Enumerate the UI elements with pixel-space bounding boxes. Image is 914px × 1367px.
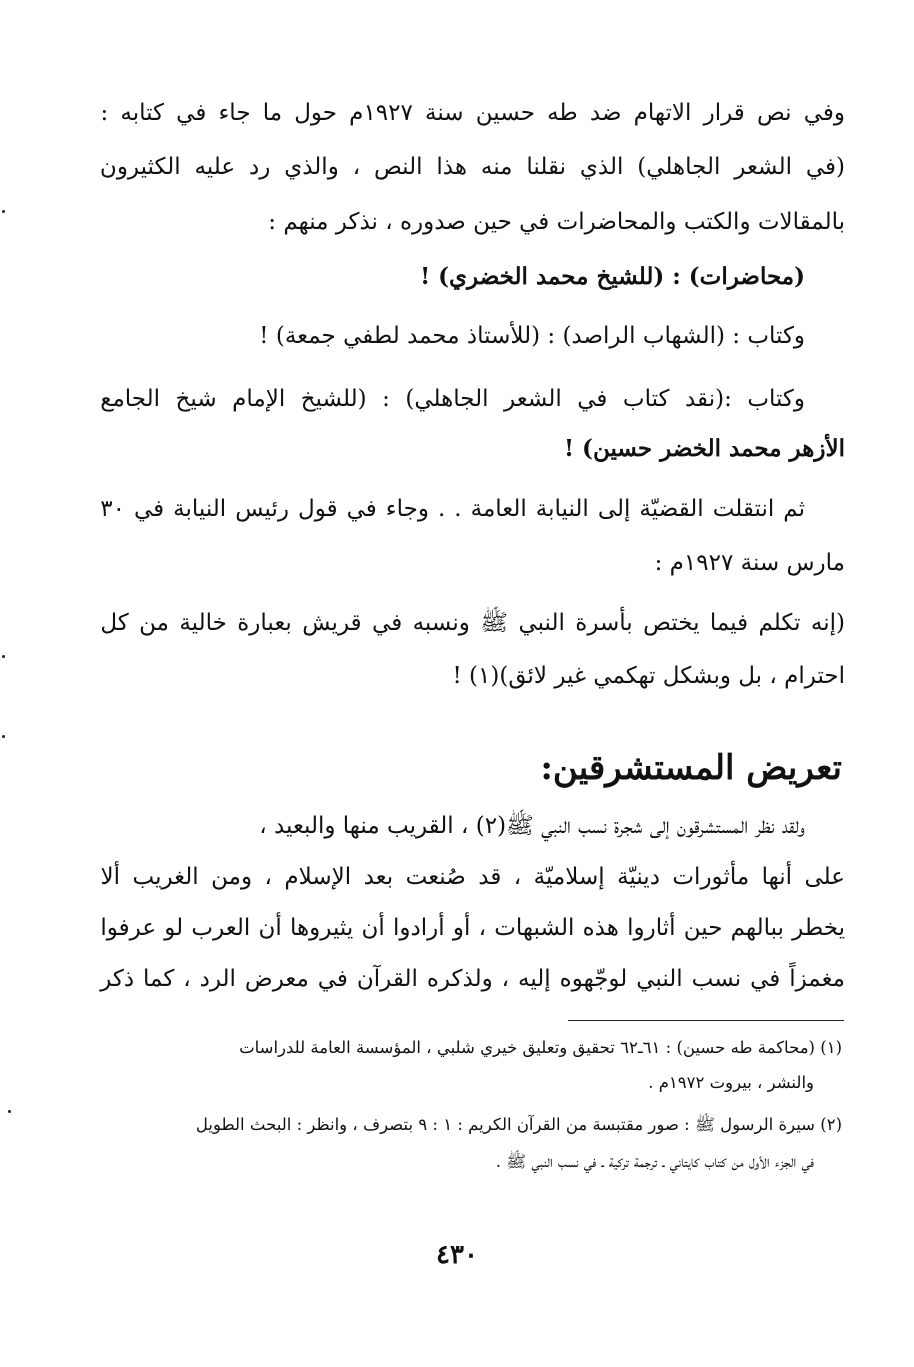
quote-line-2: احترام ، بل وبشكل تهكمي غير لائق)(١) ! (452, 663, 845, 689)
footnote-2-line-1: (٢) سيرة الرسول ﷺ : صور مقتبسة من القرآن الكريم : ١ : ٩ بتصرف ، وانظر : البحث الطويل (195, 1115, 842, 1134)
book-citation-naqd-line-1: وكتاب :(نقد كتاب في الشعر الجاهلي) : (للشيخ الإمام شيخ الجامع (100, 386, 805, 412)
margin-mark (2, 735, 5, 738)
footnote-separator (568, 1020, 844, 1021)
section-line-4: مغمزاً في نسب النبي لوجّهوه إليه ، ولذكره القرآن في معرض الرد ، كما ذكر (100, 966, 845, 992)
section-line-3: يخطر ببالهم حين أثاروا هذه الشبهات ، أو أرادوا أن يثيروها أن العرب لو عرفوا (100, 915, 845, 941)
section-heading: تعريض المستشرقين: (540, 748, 842, 788)
book-citation-shihab: وكتاب : (الشهاب الراصد) : (للأستاذ محمد لطفي جمعة) ! (259, 323, 805, 349)
quote-line-1: (إنه تكلم فيما يختص بأسرة النبي ﷺ ونسبه في قريش بعبارة خالية من كل (100, 610, 845, 636)
margin-mark (2, 210, 5, 213)
margin-mark (8, 1110, 11, 1113)
paragraph-prosecution-line-1: ثم انتقلت القضيّة إلى النيابة العامة . . وجاء في قول رئيس النيابة في ٣٠ (100, 496, 805, 522)
paragraph-prosecution-line-2: مارس سنة ١٩٢٧م : (654, 550, 845, 576)
paragraph-1-line-3: بالمقالات والكتب والمحاضرات في حين صدوره ، نذكر منهم : (268, 209, 845, 235)
section-line-1: ولقد نظر المستشرقون إلى شجرة نسب النبي ﷺ(٢) ، القريب منها والبعيد ، (259, 813, 805, 839)
section-line-2: على أنها مأثورات دينيّة إسلاميّة ، قد صُنعت بعد الإسلام ، ومن الغريب ألا (100, 864, 845, 890)
lectures-citation: (محاضرات) : (للشيخ محمد الخضري) ! (420, 263, 805, 290)
page-number: ٤٣٠ (436, 1240, 478, 1270)
margin-mark (2, 655, 5, 658)
book-citation-naqd-line-2: الأزهر محمد الخضر حسين) ! (563, 435, 845, 462)
footnote-2-line-2: في الجزء الأول من كتاب كايتاني ـ ترجمة تركية ـ في نسب النبي ﷺ . (495, 1152, 814, 1171)
footnote-1-line-2: والنشر ، بيروت ١٩٧٢م . (648, 1073, 814, 1092)
paragraph-1-line-2: (في الشعر الجاهلي) الذي نقلنا منه هذا النص ، والذي رد عليه الكثيرون (99, 154, 845, 180)
paragraph-1-line-1: وفي نص قرار الاتهام ضد طه حسين سنة ١٩٢٧م حول ما جاء في كتابه : (100, 100, 845, 126)
footnote-1-line-1: (١) (محاكمة طه حسين) : ٦١ـ٦٢ تحقيق وتعليق خيري شلبي ، المؤسسة العامة للدراسات (239, 1038, 842, 1057)
